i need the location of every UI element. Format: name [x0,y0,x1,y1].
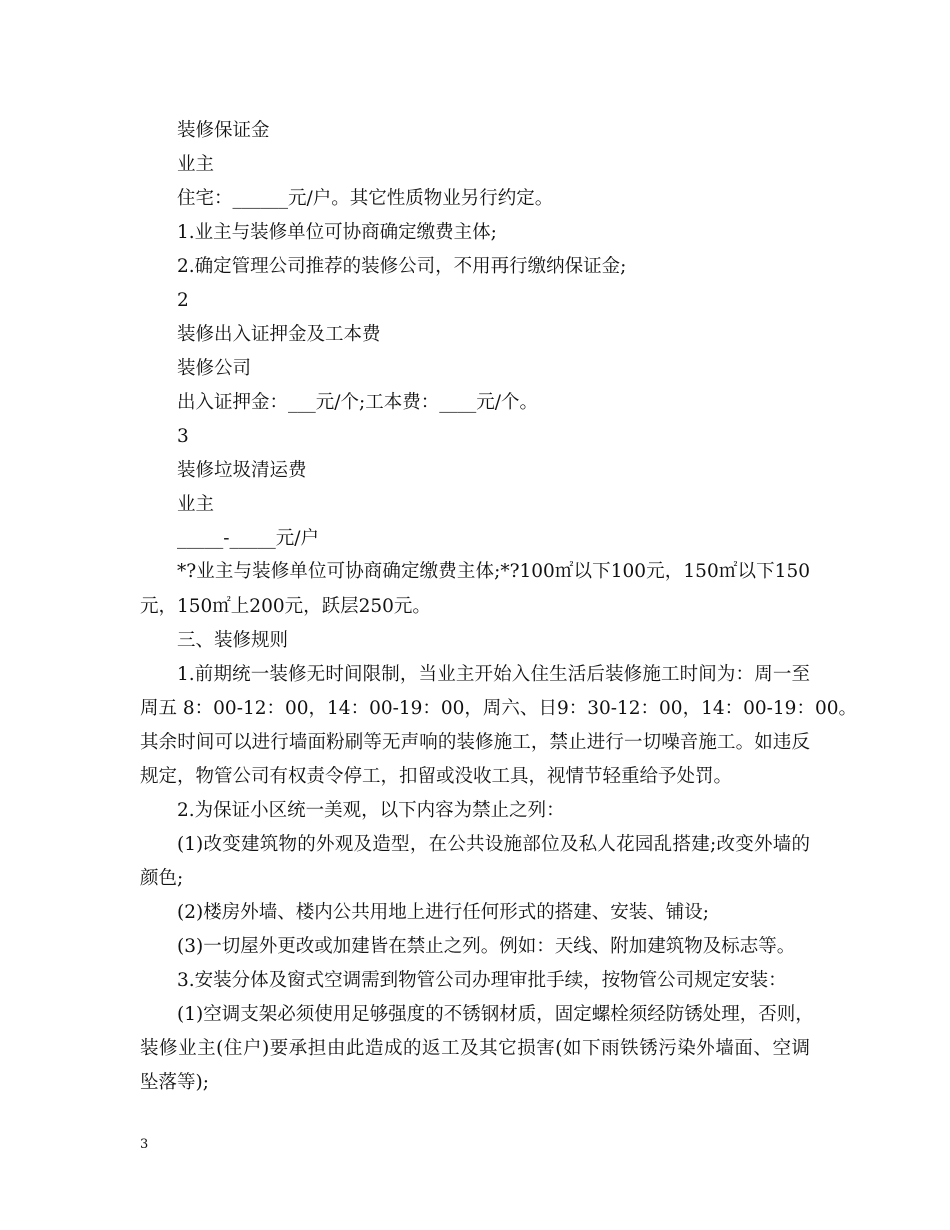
text-line: 装修保证金 [177,120,270,141]
text-line: 2.为保证小区统一美观，以下内容为禁止之列： [177,800,565,821]
text-line: 1.前期统一装修无时间限制，当业主开始入住生活后装修施工时间为：周一至 [177,664,810,685]
text-line: 住宅：______元/户。其它性质物业另行约定。 [177,188,554,209]
text-line: 装修业主(住户)要承担由此造成的返工及其它损害(如下雨铁锈污染外墙面、空调 [140,1038,810,1059]
text-line: 元，150㎡上200元，跃层250元。 [140,596,431,617]
text-line: 3 [177,426,189,447]
text-line: 2.确定管理公司推荐的装修公司，不用再行缴纳保证金; [177,256,627,277]
text-line: 周五 8：00-12：00，14：00-19：00，周六、日9：30-12：00，14：00-19：00。 [140,698,857,719]
section-heading: 三、装修规则 [177,630,289,651]
text-line: (3)一切屋外更改或加建皆在禁止之列。例如：天线、附加建筑物及标志等。 [177,936,796,957]
text-line: 3.安装分体及窗式空调需到物管公司办理审批手续，按物管公司规定安装： [177,970,787,991]
text-line: 出入证押金：___元/个;工本费：____元/个。 [177,392,538,413]
text-line: 规定，物管公司有权责令停工，扣留或没收工具，视情节轻重给予处罚。 [140,766,733,787]
text-line: 其余时间可以进行墙面粉刷等无声响的装修施工，禁止进行一切噪音施工。如违反 [140,732,810,753]
text-line: (2)楼房外墙、楼内公共用地上进行任何形式的搭建、安装、铺设; [177,902,709,923]
text-line: 2 [177,290,189,311]
text-line: 装修出入证押金及工本费 [177,324,381,345]
text-line: 装修垃圾清运费 [177,460,307,481]
text-line: 业主 [177,154,215,175]
text-line: (1)改变建筑物的外观及造型，在公共设施部位及私人花园乱搭建;改变外墙的 [177,834,810,855]
text-line: *?业主与装修单位可协商确定缴费主体;*?100㎡以下100元，150㎡以下150 [177,561,810,582]
text-line: 坠落等); [140,1072,209,1093]
page-number: 3 [140,1137,149,1152]
text-line: 1.业主与装修单位可协商确定缴费主体; [177,222,497,243]
text-line: 颜色; [140,868,184,889]
text-line: 业主 [177,494,215,515]
text-line: 装修公司 [177,358,252,379]
text-line: (1)空调支架必须使用足够强度的不锈钢材质，固定螺栓须经防锈处理，否则， [177,1004,814,1025]
text-line: _____-_____元/户 [177,528,319,549]
